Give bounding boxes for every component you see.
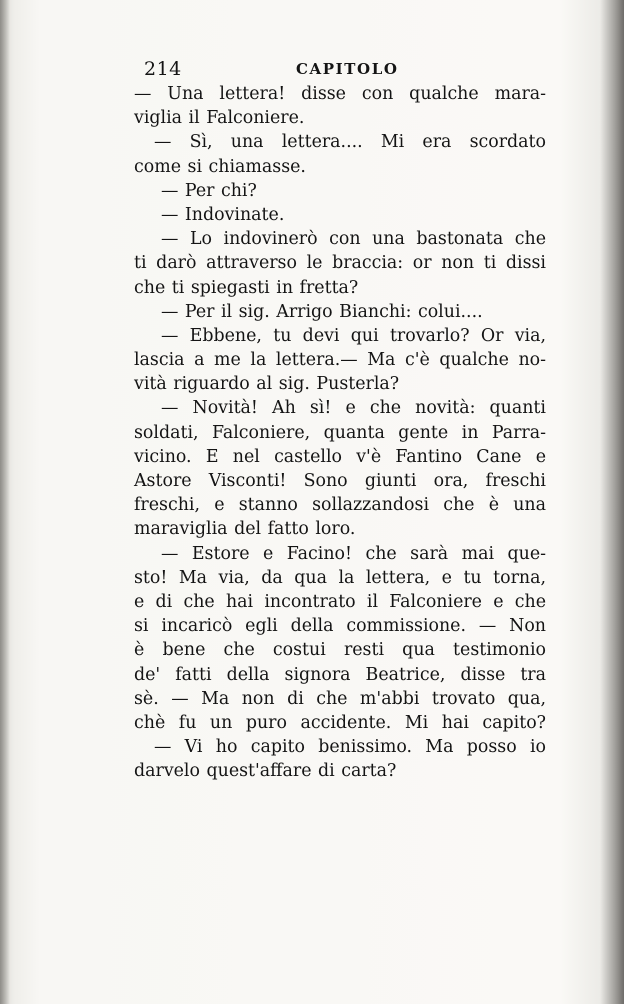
- text-line: viglia il Falconiere.: [134, 108, 305, 129]
- text-line: vità riguardo al sig. Pusterla?: [134, 374, 400, 395]
- text-line: — Ebbene, tu devi qui trovarlo? Or via,: [161, 325, 546, 346]
- text-line: ti darò attraverso le braccia: or non ti dissi: [134, 253, 546, 274]
- text-line: — Una lettera! disse con qualche mara-: [134, 84, 546, 104]
- text-line: — Novità! Ah sì! e che novità: quanti: [161, 398, 546, 419]
- running-title: CAPITOLO: [296, 60, 399, 78]
- text-line: freschi, e stanno sollazzandosi che è una: [134, 495, 546, 516]
- page-gutter-shadow: [0, 0, 10, 1004]
- text-line: che ti spiegasti in fretta?: [134, 277, 359, 298]
- text-line: de' fatti della signora Beatrice, disse tra: [134, 664, 546, 685]
- text-line: — Indovinate.: [161, 204, 285, 225]
- text-line: — Vi ho capito benissimo. Ma posso io: [154, 737, 546, 758]
- text-line: darvelo quest'affare di carta?: [134, 761, 397, 782]
- text-line: sè. — Ma non di che m'abbi trovato qua,: [134, 688, 546, 709]
- text-line: soldati, Falconiere, quanta gente in Parra-: [134, 422, 546, 443]
- text-line: sto! Ma via, da qua la lettera, e tu torna,: [134, 567, 546, 588]
- text-line: come si chiamasse.: [134, 156, 306, 177]
- text-line: chè fu un puro accidente. Mi hai capito?: [134, 712, 546, 733]
- text-line: e di che hai incontrato il Falconiere e che: [134, 591, 546, 612]
- text-line: lascia a me la lettera.— Ma c'è qualche no-: [134, 350, 546, 371]
- page-number: 214: [144, 58, 182, 80]
- text-line: — Per chi?: [161, 180, 257, 201]
- text-line: — Per il sig. Arrigo Bianchi: colui....: [161, 301, 483, 322]
- text-line: Astore Visconti! Sono giunti ora, freschi: [134, 471, 546, 491]
- text-line: maraviglia del fatto loro.: [134, 519, 356, 540]
- text-line: — Lo indovinerò con una bastonata che: [161, 229, 546, 250]
- body-text: [134, 82, 546, 783]
- text-line: — Estore e Facino! che sarà mai que-: [161, 543, 546, 564]
- text-line: — Sì, una lettera.... Mi era scordato: [154, 132, 546, 153]
- text-line: è bene che costui resti qua testimonio: [134, 640, 546, 661]
- text-line: si incaricò egli della commissione. — Non: [134, 616, 546, 637]
- text-line: vicino. E nel castello v'è Fantino Cane e: [134, 446, 546, 467]
